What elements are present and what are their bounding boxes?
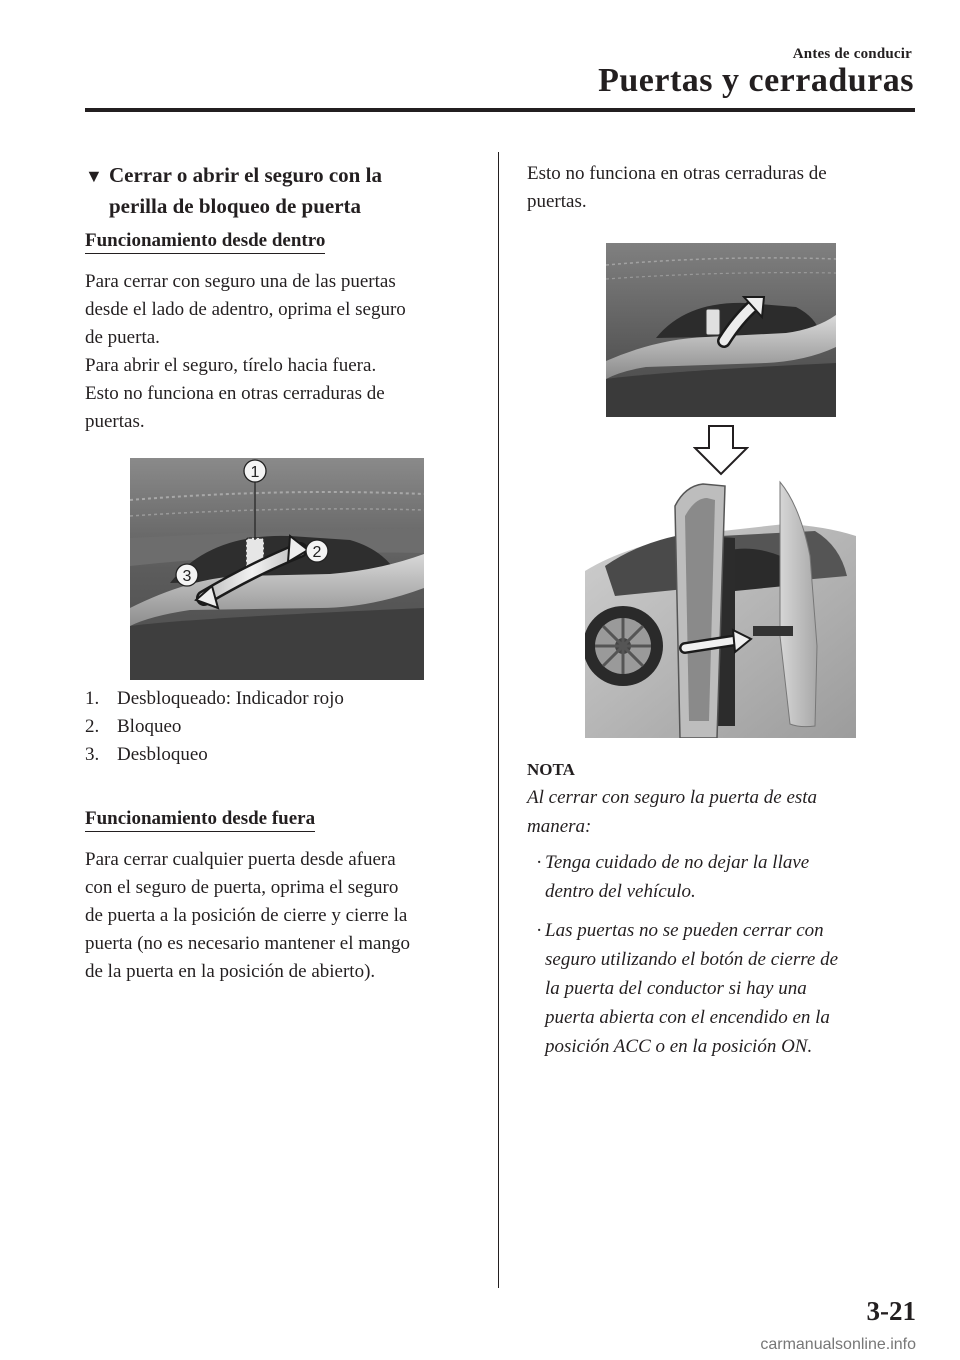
nota-bullet: · Tenga cuidado de no dejar la llave dentro del vehículo. [545,848,905,906]
inside-line: Para cerrar con seguro una de las puertas [85,271,396,292]
list-item: 1. Desbloqueado: Indicador rojo [85,688,344,709]
page-title: Puertas y cerraduras [598,62,914,99]
list-item: 2. Bloqueo [85,716,182,737]
figure-legend [85,685,344,769]
car-open-door-figure [585,476,856,738]
figure-callout: 2 [312,544,322,561]
lock-knob-pressed-illustration [606,243,836,417]
section-heading [85,160,465,221]
subhead-inside-text: Funcionamiento desde dentro [85,230,325,254]
outside-paragraph [85,846,485,986]
subhead-outside-text: Funcionamiento desde fuera [85,808,315,832]
inside-line: de puerta. [85,327,160,348]
header-section: Antes de conducir [792,46,912,62]
door-lock-knob-illustration [130,458,424,680]
triangle-down-icon: ▼ [85,166,103,186]
inside-line: desde el lado de adentro, oprima el seguro [85,299,406,320]
right-line: puertas. [527,191,587,212]
nota-intro [527,783,897,841]
bullet-dot-icon: · [536,920,543,941]
lock-knob-pressed-figure [606,243,836,417]
header-rule [85,108,915,112]
inside-line: Para abrir el seguro, tírelo hacia fuera. [85,355,377,376]
page-number: 3-21 [866,1296,916,1326]
door-lock-knob-figure [130,458,424,680]
inside-line: puertas. [85,411,145,432]
down-arrow-icon [693,424,749,476]
outside-line: Para cerrar cualquier puerta desde afuera [85,849,396,870]
bullet-dot-icon: · [536,852,543,873]
car-open-door-illustration [585,476,856,738]
watermark: carmanualsonline.info [760,1336,916,1353]
figure-callout: 1 [250,464,260,481]
right-line: Esto no funciona en otras cerraduras de [527,163,827,184]
subhead-inside [85,230,325,252]
nota-line: manera: [527,816,592,837]
subhead-outside [85,808,315,830]
outside-line: de puerta a la posición de cierre y cierre la [85,905,408,926]
list-item: 3. Desbloqueo [85,744,208,765]
nota-label: NOTA [527,760,575,779]
outside-line: con el seguro de puerta, oprima el seguro [85,877,399,898]
nota-bullet: · Las puertas no se pueden cerrar con seguro utilizando el botón de cierre de la puerta del conductor si hay una puerta abierta con el encendido en la posición ACC o en la posición ON. [545,916,905,1061]
inside-paragraph [85,268,485,436]
section-heading-line-1: Cerrar o abrir el seguro con la [109,163,382,187]
column-divider [498,152,499,1288]
outside-line: puerta (no es necesario mantener el mango [85,933,410,954]
nota-line: Al cerrar con seguro la puerta de esta [527,787,818,808]
section-heading-line-2: perilla de bloqueo de puerta [109,194,362,218]
outside-line: de la puerta en la posición de abierto). [85,961,376,982]
inside-line: Esto no funciona en otras cerraduras de [85,383,385,404]
right-paragraph [527,160,907,216]
figure-callout: 3 [182,568,192,585]
